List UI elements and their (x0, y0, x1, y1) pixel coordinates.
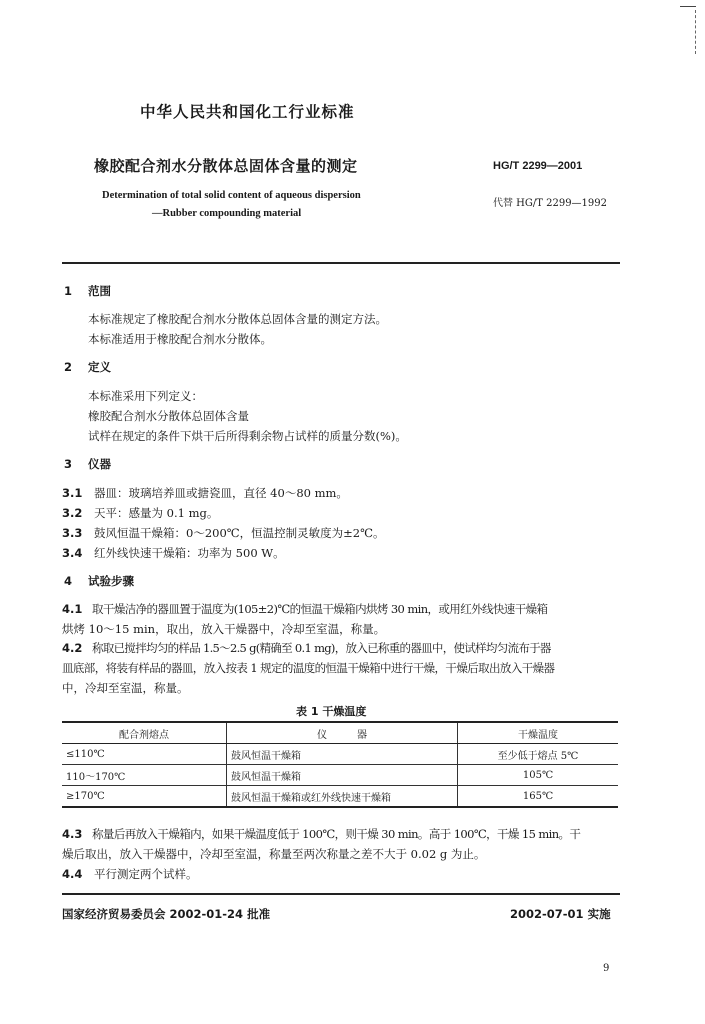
scan-edge-mark (695, 10, 697, 54)
table-cell-instrument: 鼓风恒温干燥箱 (227, 765, 458, 786)
table-header-drying-temperature: 干燥温度 (458, 722, 619, 744)
item-4-1-text: 取干燥洁净的器皿置于温度为(105±2)℃的恒温干燥箱内烘烤 30 min，或用红外线快速干燥箱 (92, 602, 548, 616)
item-4-1-line2: 烘烤 10～15 min，取出，放入干燥器中，冷却至室温，称量。 (62, 622, 386, 636)
item-3-3 (62, 525, 384, 541)
item-4-3-number: 4.3 (62, 827, 83, 841)
item-3-2-text: 天平：感量为 0.1 mg。 (94, 506, 219, 520)
section-1-paragraph-2: 本标准适用于橡胶配合剂水分散体。 (88, 332, 272, 346)
item-4-2-line2: 皿底部，将装有样品的器皿，放入按表 1 规定的温度的恒温干燥箱中进行干燥，干燥后取出放入干燥器 (62, 661, 555, 675)
item-4-2-line3: 中，冷却至室温，称量。 (62, 681, 189, 695)
item-3-2-number: 3.2 (62, 506, 83, 520)
section-2-title: 定义 (88, 360, 112, 374)
english-title-line1: Determination of total solid content of aqueous dispersion (102, 190, 361, 201)
item-3-1-text: 器皿：玻璃培养皿或搪瓷皿，直径 40～80 mm。 (94, 486, 348, 500)
english-title-line2: —Rubber compounding material (152, 208, 302, 219)
item-3-3-number: 3.3 (62, 526, 83, 540)
page-number: 9 (603, 963, 610, 974)
item-4-1-number: 4.1 (62, 602, 83, 616)
section-3-title: 仪器 (88, 457, 112, 471)
item-3-3-text: 鼓风恒温干燥箱：0～200℃，恒温控制灵敏度为±2℃。 (94, 526, 385, 540)
table-cell-melting-point: 110～170℃ (62, 765, 227, 786)
section-4-title: 试验步骤 (88, 574, 135, 588)
approval-line: 国家经济贸易委员会 2002-01-24 批准 (62, 907, 271, 921)
scan-edge-corner (680, 6, 696, 7)
table-cell-instrument: 鼓风恒温干燥箱或红外线快速干燥箱 (227, 786, 458, 808)
item-4-2-number: 4.2 (62, 641, 83, 655)
section-1-title: 范围 (88, 284, 112, 298)
section-2-definition: 试样在规定的条件下烘干后所得剩余物占试样的质量分数(%)。 (88, 429, 407, 443)
footer-rule (62, 893, 620, 895)
header-rule (62, 262, 620, 264)
agency-title: 中华人民共和国化工行业标准 (140, 103, 355, 121)
table-row (62, 744, 618, 765)
item-3-2 (62, 505, 218, 521)
item-3-1 (62, 485, 348, 501)
section-2-paragraph-1: 本标准采用下列定义： (88, 389, 203, 403)
item-4-4 (62, 866, 198, 882)
table-header-melting-point: 配合剂熔点 (62, 722, 227, 744)
item-3-4 (62, 545, 285, 561)
item-3-4-number: 3.4 (62, 546, 83, 560)
effective-date-line: 2002-07-01 实施 (510, 907, 611, 921)
table-row (62, 786, 618, 808)
table-cell-drying-temperature: 105℃ (458, 765, 619, 786)
item-4-4-text: 平行测定两个试样。 (94, 867, 198, 881)
item-4-3-line1 (62, 826, 580, 842)
section-1-number: 1 (64, 284, 73, 298)
table-cell-melting-point: ≥170℃ (62, 786, 227, 808)
section-2-term: 橡胶配合剂水分散体总固体含量 (88, 409, 249, 423)
table-row (62, 765, 618, 786)
section-2-number: 2 (64, 360, 73, 374)
section-4-number: 4 (64, 574, 73, 588)
section-1-heading (64, 283, 111, 299)
table-1 (62, 721, 618, 808)
table-cell-drying-temperature: 至少低于熔点 5℃ (458, 744, 619, 765)
table-cell-melting-point: ≤110℃ (62, 744, 227, 765)
table-cell-instrument: 鼓风恒温干燥箱 (227, 744, 458, 765)
item-4-1-line1 (62, 601, 547, 617)
section-3-heading (64, 456, 111, 472)
table-header-instrument: 仪 器 (227, 722, 458, 744)
item-3-1-number: 3.1 (62, 486, 83, 500)
item-3-4-text: 红外线快速干燥箱：功率为 500 W。 (94, 546, 285, 560)
item-4-3-line2: 燥后取出，放入干燥器中，冷却至室温，称量至两次称量之差不大于 0.02 g 为止。 (62, 847, 486, 861)
table-1-caption: 表 1 干燥温度 (296, 705, 367, 718)
item-4-4-number: 4.4 (62, 867, 83, 881)
standard-number: HG/T 2299—2001 (493, 160, 583, 172)
item-4-2-text: 称取已搅拌均匀的样品 1.5～2.5 g(精确至 0.1 mg)，放入已称重的器皿中，使试样均匀流布于器 (92, 641, 551, 655)
section-1-paragraph-1: 本标准规定了橡胶配合剂水分散体总固体含量的测定方法。 (88, 312, 387, 326)
section-2-heading (64, 359, 111, 375)
table-cell-drying-temperature: 165℃ (458, 786, 619, 808)
item-4-3-text: 称量后再放入干燥箱内，如果干燥温度低于 100℃，则干燥 30 min。高于 100℃，干燥 15 min。干 (92, 827, 581, 841)
section-3-number: 3 (64, 457, 73, 471)
document-title: 橡胶配合剂水分散体总固体含量的测定 (94, 157, 358, 175)
replaces-standard: 代替 HG/T 2299—1992 (493, 198, 608, 209)
section-4-heading (64, 573, 134, 589)
item-4-2-line1 (62, 640, 551, 656)
table-header-row (62, 722, 618, 744)
